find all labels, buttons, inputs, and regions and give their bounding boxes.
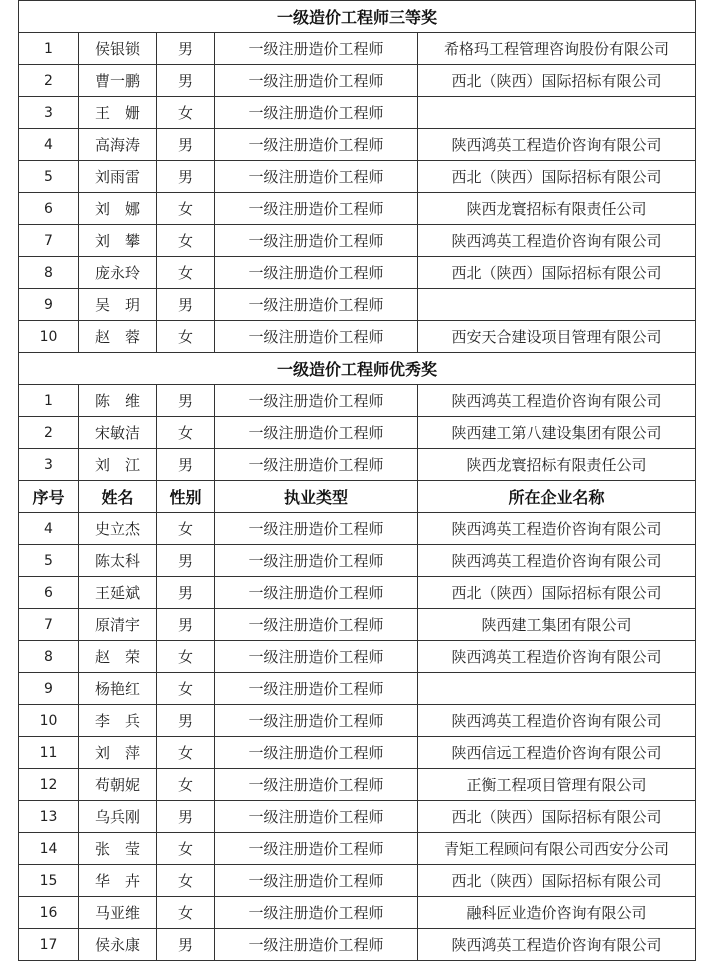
- cell-gender: 女: [157, 193, 215, 225]
- column-header-row: [19, 481, 696, 513]
- header-company: 所在企业名称: [418, 481, 696, 513]
- awards-table: [18, 0, 696, 961]
- table-row: [19, 737, 696, 769]
- cell-name: 史立杰: [79, 513, 157, 545]
- table-row: [19, 641, 696, 673]
- cell-gender: 女: [157, 673, 215, 705]
- table-row: [19, 865, 696, 897]
- cell-type: 一级注册造价工程师: [215, 801, 418, 833]
- cell-type: 一级注册造价工程师: [215, 737, 418, 769]
- table-row: [19, 513, 696, 545]
- cell-company: 陕西鸿英工程造价咨询有限公司: [418, 929, 696, 961]
- section-title-row: [19, 1, 696, 33]
- cell-company: 陕西建工集团有限公司: [418, 609, 696, 641]
- cell-gender: 男: [157, 705, 215, 737]
- cell-company: 陕西龙寰招标有限责任公司: [418, 193, 696, 225]
- table-row: [19, 417, 696, 449]
- cell-type: 一级注册造价工程师: [215, 257, 418, 289]
- cell-no: 2: [19, 417, 79, 449]
- table-row: [19, 385, 696, 417]
- cell-name: 刘雨雷: [79, 161, 157, 193]
- cell-name: 赵 荣: [79, 641, 157, 673]
- table-row: [19, 897, 696, 929]
- header-name: 姓名: [79, 481, 157, 513]
- cell-type: 一级注册造价工程师: [215, 609, 418, 641]
- cell-type: 一级注册造价工程师: [215, 65, 418, 97]
- cell-type: 一级注册造价工程师: [215, 577, 418, 609]
- cell-no: 2: [19, 65, 79, 97]
- table-row: [19, 129, 696, 161]
- cell-type: 一级注册造价工程师: [215, 833, 418, 865]
- cell-gender: 男: [157, 129, 215, 161]
- cell-type: 一级注册造价工程师: [215, 225, 418, 257]
- cell-type: 一级注册造价工程师: [215, 193, 418, 225]
- cell-gender: 男: [157, 577, 215, 609]
- cell-company: 西北（陕西）国际招标有限公司: [418, 161, 696, 193]
- cell-type: 一级注册造价工程师: [215, 641, 418, 673]
- cell-company: 正衡工程项目管理有限公司: [418, 769, 696, 801]
- cell-type: 一级注册造价工程师: [215, 929, 418, 961]
- table-row: [19, 193, 696, 225]
- cell-no: 14: [19, 833, 79, 865]
- table-row: [19, 449, 696, 481]
- cell-company: 陕西鸿英工程造价咨询有限公司: [418, 225, 696, 257]
- cell-no: 7: [19, 225, 79, 257]
- cell-no: 11: [19, 737, 79, 769]
- table-row: [19, 705, 696, 737]
- cell-company: 希格玛工程管理咨询股份有限公司: [418, 33, 696, 65]
- cell-company: [418, 289, 696, 321]
- cell-no: 7: [19, 609, 79, 641]
- table-row: [19, 65, 696, 97]
- cell-name: 曹一鹏: [79, 65, 157, 97]
- cell-no: 5: [19, 545, 79, 577]
- table-row: [19, 929, 696, 961]
- cell-name: 王延斌: [79, 577, 157, 609]
- cell-gender: 女: [157, 769, 215, 801]
- cell-company: [418, 97, 696, 129]
- table-row: [19, 225, 696, 257]
- cell-gender: 女: [157, 417, 215, 449]
- cell-name: 刘 娜: [79, 193, 157, 225]
- header-seq: 序号: [19, 481, 79, 513]
- cell-company: 陕西信远工程造价咨询有限公司: [418, 737, 696, 769]
- cell-type: 一级注册造价工程师: [215, 289, 418, 321]
- cell-company: 陕西鸿英工程造价咨询有限公司: [418, 385, 696, 417]
- table-row: [19, 801, 696, 833]
- cell-gender: 男: [157, 801, 215, 833]
- cell-type: 一级注册造价工程师: [215, 417, 418, 449]
- cell-company: 西北（陕西）国际招标有限公司: [418, 65, 696, 97]
- cell-company: 青矩工程顾问有限公司西安分公司: [418, 833, 696, 865]
- cell-gender: 女: [157, 897, 215, 929]
- cell-no: 9: [19, 289, 79, 321]
- cell-company: 西安天合建设项目管理有限公司: [418, 321, 696, 353]
- cell-no: 1: [19, 385, 79, 417]
- cell-gender: 男: [157, 289, 215, 321]
- cell-gender: 女: [157, 257, 215, 289]
- table-row: [19, 257, 696, 289]
- cell-no: 8: [19, 641, 79, 673]
- cell-company: 西北（陕西）国际招标有限公司: [418, 801, 696, 833]
- table-row: [19, 33, 696, 65]
- cell-type: 一级注册造价工程师: [215, 385, 418, 417]
- cell-name: 杨艳红: [79, 673, 157, 705]
- cell-company: 陕西鸿英工程造价咨询有限公司: [418, 641, 696, 673]
- cell-name: 高海涛: [79, 129, 157, 161]
- cell-no: 4: [19, 513, 79, 545]
- cell-no: 12: [19, 769, 79, 801]
- section-title: 一级造价工程师三等奖: [19, 1, 696, 33]
- cell-type: 一级注册造价工程师: [215, 449, 418, 481]
- cell-no: 1: [19, 33, 79, 65]
- cell-type: 一级注册造价工程师: [215, 161, 418, 193]
- cell-company: 陕西鸿英工程造价咨询有限公司: [418, 545, 696, 577]
- cell-company: 陕西龙寰招标有限责任公司: [418, 449, 696, 481]
- table-row: [19, 161, 696, 193]
- cell-gender: 女: [157, 641, 215, 673]
- table-row: [19, 833, 696, 865]
- cell-no: 16: [19, 897, 79, 929]
- cell-name: 庞永玲: [79, 257, 157, 289]
- cell-no: 10: [19, 321, 79, 353]
- cell-name: 陈 维: [79, 385, 157, 417]
- cell-gender: 男: [157, 929, 215, 961]
- cell-gender: 男: [157, 545, 215, 577]
- cell-type: 一级注册造价工程师: [215, 705, 418, 737]
- cell-gender: 男: [157, 161, 215, 193]
- cell-gender: 男: [157, 609, 215, 641]
- table-row: [19, 577, 696, 609]
- cell-name: 吴 玥: [79, 289, 157, 321]
- cell-gender: 男: [157, 33, 215, 65]
- cell-company: 西北（陕西）国际招标有限公司: [418, 257, 696, 289]
- cell-name: 张 莹: [79, 833, 157, 865]
- cell-gender: 男: [157, 449, 215, 481]
- cell-gender: 女: [157, 321, 215, 353]
- cell-type: 一级注册造价工程师: [215, 545, 418, 577]
- section-title: 一级造价工程师优秀奖: [19, 353, 696, 385]
- cell-name: 侯银锁: [79, 33, 157, 65]
- table-row: [19, 97, 696, 129]
- header-type: 执业类型: [215, 481, 418, 513]
- cell-type: 一级注册造价工程师: [215, 897, 418, 929]
- cell-name: 原清宇: [79, 609, 157, 641]
- table-row: [19, 609, 696, 641]
- cell-gender: 女: [157, 833, 215, 865]
- cell-company: 西北（陕西）国际招标有限公司: [418, 577, 696, 609]
- cell-company: 陕西鸿英工程造价咨询有限公司: [418, 705, 696, 737]
- cell-no: 9: [19, 673, 79, 705]
- section-title-row: [19, 353, 696, 385]
- cell-gender: 女: [157, 865, 215, 897]
- cell-no: 17: [19, 929, 79, 961]
- cell-name: 赵 蓉: [79, 321, 157, 353]
- cell-company: [418, 673, 696, 705]
- cell-type: 一级注册造价工程师: [215, 865, 418, 897]
- cell-name: 乌兵刚: [79, 801, 157, 833]
- table-row: [19, 289, 696, 321]
- cell-no: 5: [19, 161, 79, 193]
- table-row: [19, 321, 696, 353]
- cell-name: 陈太科: [79, 545, 157, 577]
- cell-company: 陕西鸿英工程造价咨询有限公司: [418, 129, 696, 161]
- header-gender: 性别: [157, 481, 215, 513]
- cell-company: 陕西建工第八建设集团有限公司: [418, 417, 696, 449]
- cell-no: 6: [19, 193, 79, 225]
- cell-name: 宋敏洁: [79, 417, 157, 449]
- cell-company: 陕西鸿英工程造价咨询有限公司: [418, 513, 696, 545]
- cell-gender: 男: [157, 65, 215, 97]
- cell-type: 一级注册造价工程师: [215, 97, 418, 129]
- cell-gender: 女: [157, 513, 215, 545]
- cell-name: 李 兵: [79, 705, 157, 737]
- cell-type: 一级注册造价工程师: [215, 33, 418, 65]
- cell-company: 融科匠业造价咨询有限公司: [418, 897, 696, 929]
- cell-name: 刘 萍: [79, 737, 157, 769]
- table-row: [19, 673, 696, 705]
- cell-name: 刘 江: [79, 449, 157, 481]
- cell-type: 一级注册造价工程师: [215, 513, 418, 545]
- cell-name: 马亚维: [79, 897, 157, 929]
- cell-no: 8: [19, 257, 79, 289]
- cell-type: 一级注册造价工程师: [215, 769, 418, 801]
- cell-gender: 男: [157, 385, 215, 417]
- cell-name: 苟朝妮: [79, 769, 157, 801]
- cell-type: 一级注册造价工程师: [215, 673, 418, 705]
- cell-type: 一级注册造价工程师: [215, 321, 418, 353]
- cell-no: 10: [19, 705, 79, 737]
- awards-table-body: [19, 1, 696, 961]
- cell-no: 15: [19, 865, 79, 897]
- cell-no: 6: [19, 577, 79, 609]
- cell-no: 3: [19, 97, 79, 129]
- cell-company: 西北（陕西）国际招标有限公司: [418, 865, 696, 897]
- cell-no: 13: [19, 801, 79, 833]
- table-row: [19, 769, 696, 801]
- cell-gender: 女: [157, 97, 215, 129]
- cell-type: 一级注册造价工程师: [215, 129, 418, 161]
- cell-no: 3: [19, 449, 79, 481]
- cell-name: 王 姗: [79, 97, 157, 129]
- cell-name: 刘 攀: [79, 225, 157, 257]
- cell-name: 侯永康: [79, 929, 157, 961]
- table-row: [19, 545, 696, 577]
- cell-name: 华 卉: [79, 865, 157, 897]
- cell-no: 4: [19, 129, 79, 161]
- cell-gender: 女: [157, 737, 215, 769]
- cell-gender: 女: [157, 225, 215, 257]
